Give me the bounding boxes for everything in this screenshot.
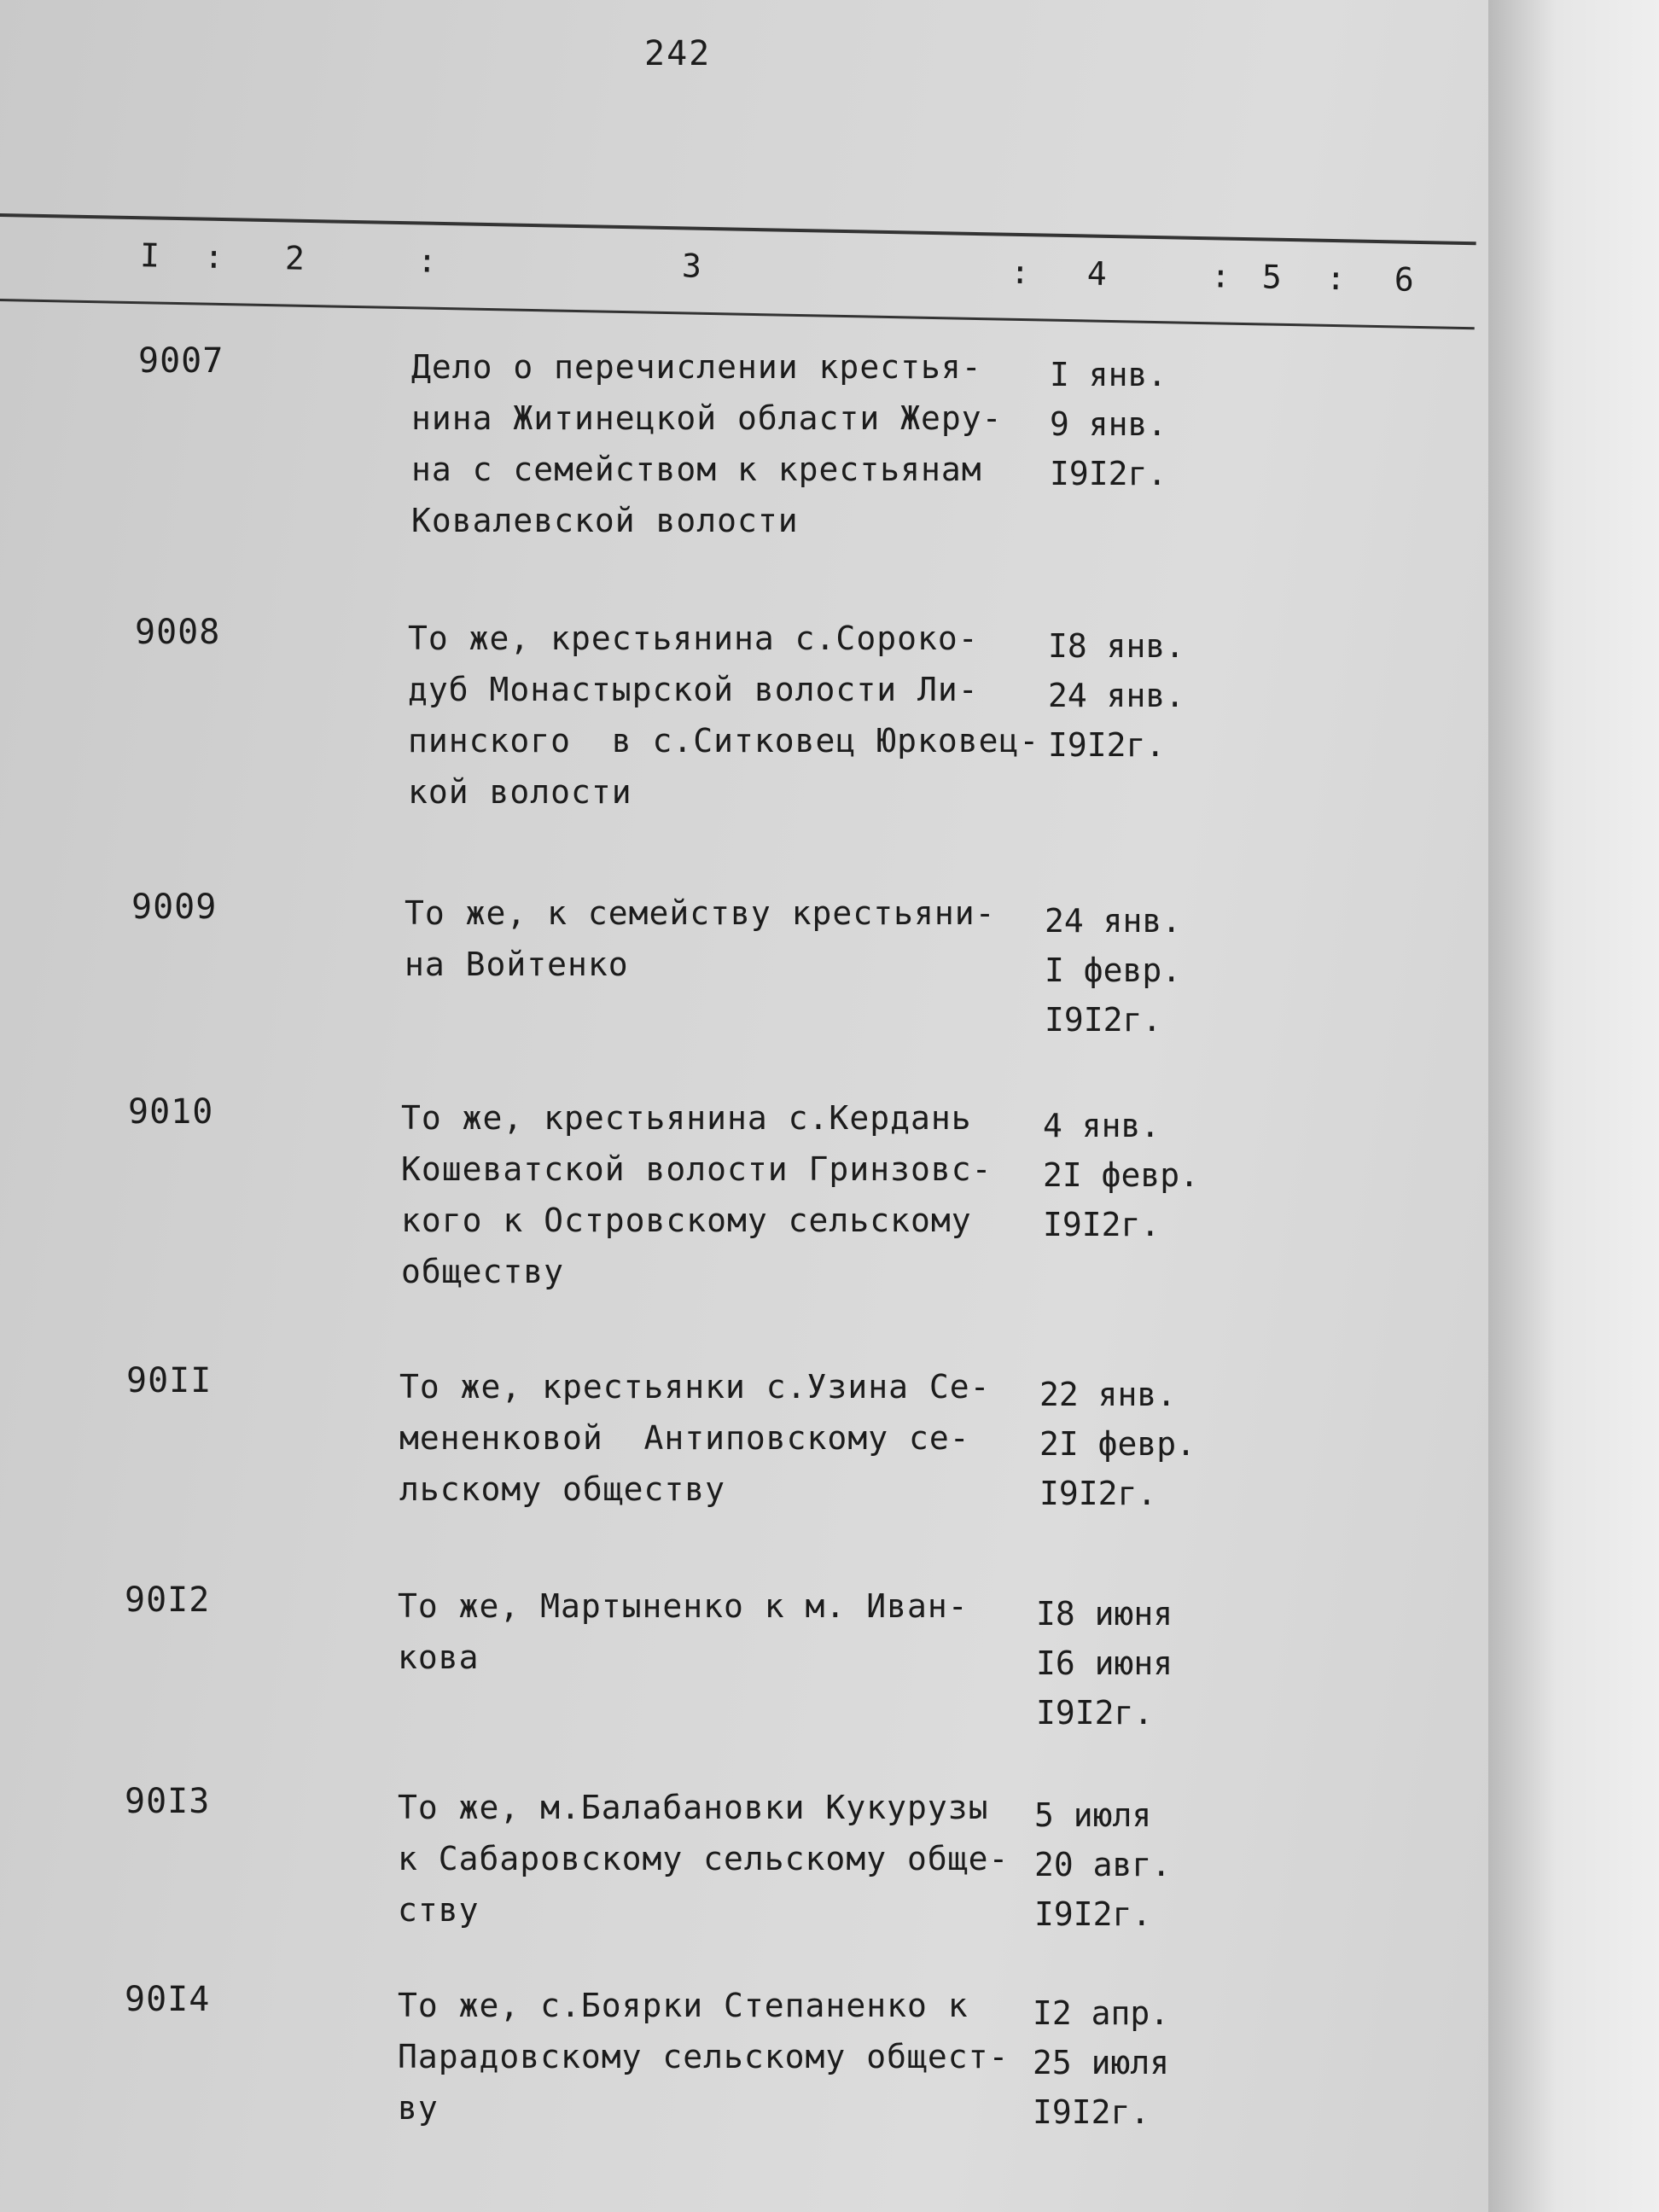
header-col-4: 4 — [1086, 254, 1109, 293]
entry-title: То же, к семейству крестьяни- на Войтенко — [405, 894, 996, 983]
header-col-2: 2 — [284, 239, 307, 277]
entry-dates: I2 апр. 25 июля I9I2г. — [1033, 1994, 1170, 2131]
header-separator: : — [416, 242, 439, 280]
entry-title: То же, м.Балабановки Кукурузы к Сабаровскому сельскому обще- ству — [398, 1789, 1010, 1929]
entry-title: То же, крестьянки с.Узина Се- мененковой Антиповскому се- льскому обществу — [399, 1368, 991, 1508]
entry-number: 9010 — [128, 1092, 214, 1132]
entry-dates: 5 июля 20 авг. I9I2г. — [1034, 1796, 1172, 1933]
header-separator: : — [1010, 253, 1033, 292]
page-number: 242 — [644, 34, 712, 73]
entry-dates: I янв. 9 янв. I9I2г. — [1050, 356, 1167, 492]
entry-title: То же, крестьянина с.Кердань Кошеватской волости Гринзовс- кого к Островскому сельскому обществу — [401, 1099, 992, 1290]
entry-title: То же, крестьянина с.Сороко- дуб Монастырской волости Ли- пинского в с.Ситковец Юрковец- кой волости — [408, 620, 1040, 811]
entry-title: То же, с.Боярки Степаненко к Парадовскому сельскому общест- ву — [398, 1987, 1010, 2127]
entry-title: То же, Мартыненко к м. Иван- кова — [398, 1587, 969, 1676]
entry-title: Дело о перечислении крестья- нина Житинецкой области Жеру- на с семейством к крестьянам Ковалевской волости — [411, 348, 1003, 539]
entry-dates: 24 янв. I февр. I9I2г. — [1045, 902, 1182, 1039]
entry-number: 9008 — [135, 613, 221, 652]
header-separator: : — [203, 237, 226, 276]
entry-number: 9009 — [131, 888, 218, 927]
page-edge — [1488, 0, 1659, 2212]
header-col-6: 6 — [1394, 260, 1417, 299]
entry-dates: I8 июня I6 июня I9I2г. — [1036, 1595, 1173, 1732]
entry-dates: 22 янв. 2I февр. I9I2г. — [1039, 1376, 1196, 1512]
entry-dates: 4 янв. 2I февр. I9I2г. — [1043, 1107, 1200, 1243]
entry-number: 9007 — [138, 341, 224, 381]
header-col-3: 3 — [681, 247, 704, 285]
entry-number: 90II — [126, 1361, 212, 1400]
header-col-5: 5 — [1261, 258, 1284, 296]
entry-number: 90I2 — [125, 1580, 211, 1620]
header-separator: : — [1325, 259, 1348, 298]
entry-dates: I8 янв. 24 янв. I9I2г. — [1048, 627, 1185, 764]
header-separator: : — [1210, 257, 1233, 295]
header-col-1: I — [139, 236, 162, 275]
entry-number: 90I3 — [125, 1782, 211, 1821]
entry-number: 90I4 — [125, 1980, 211, 2019]
